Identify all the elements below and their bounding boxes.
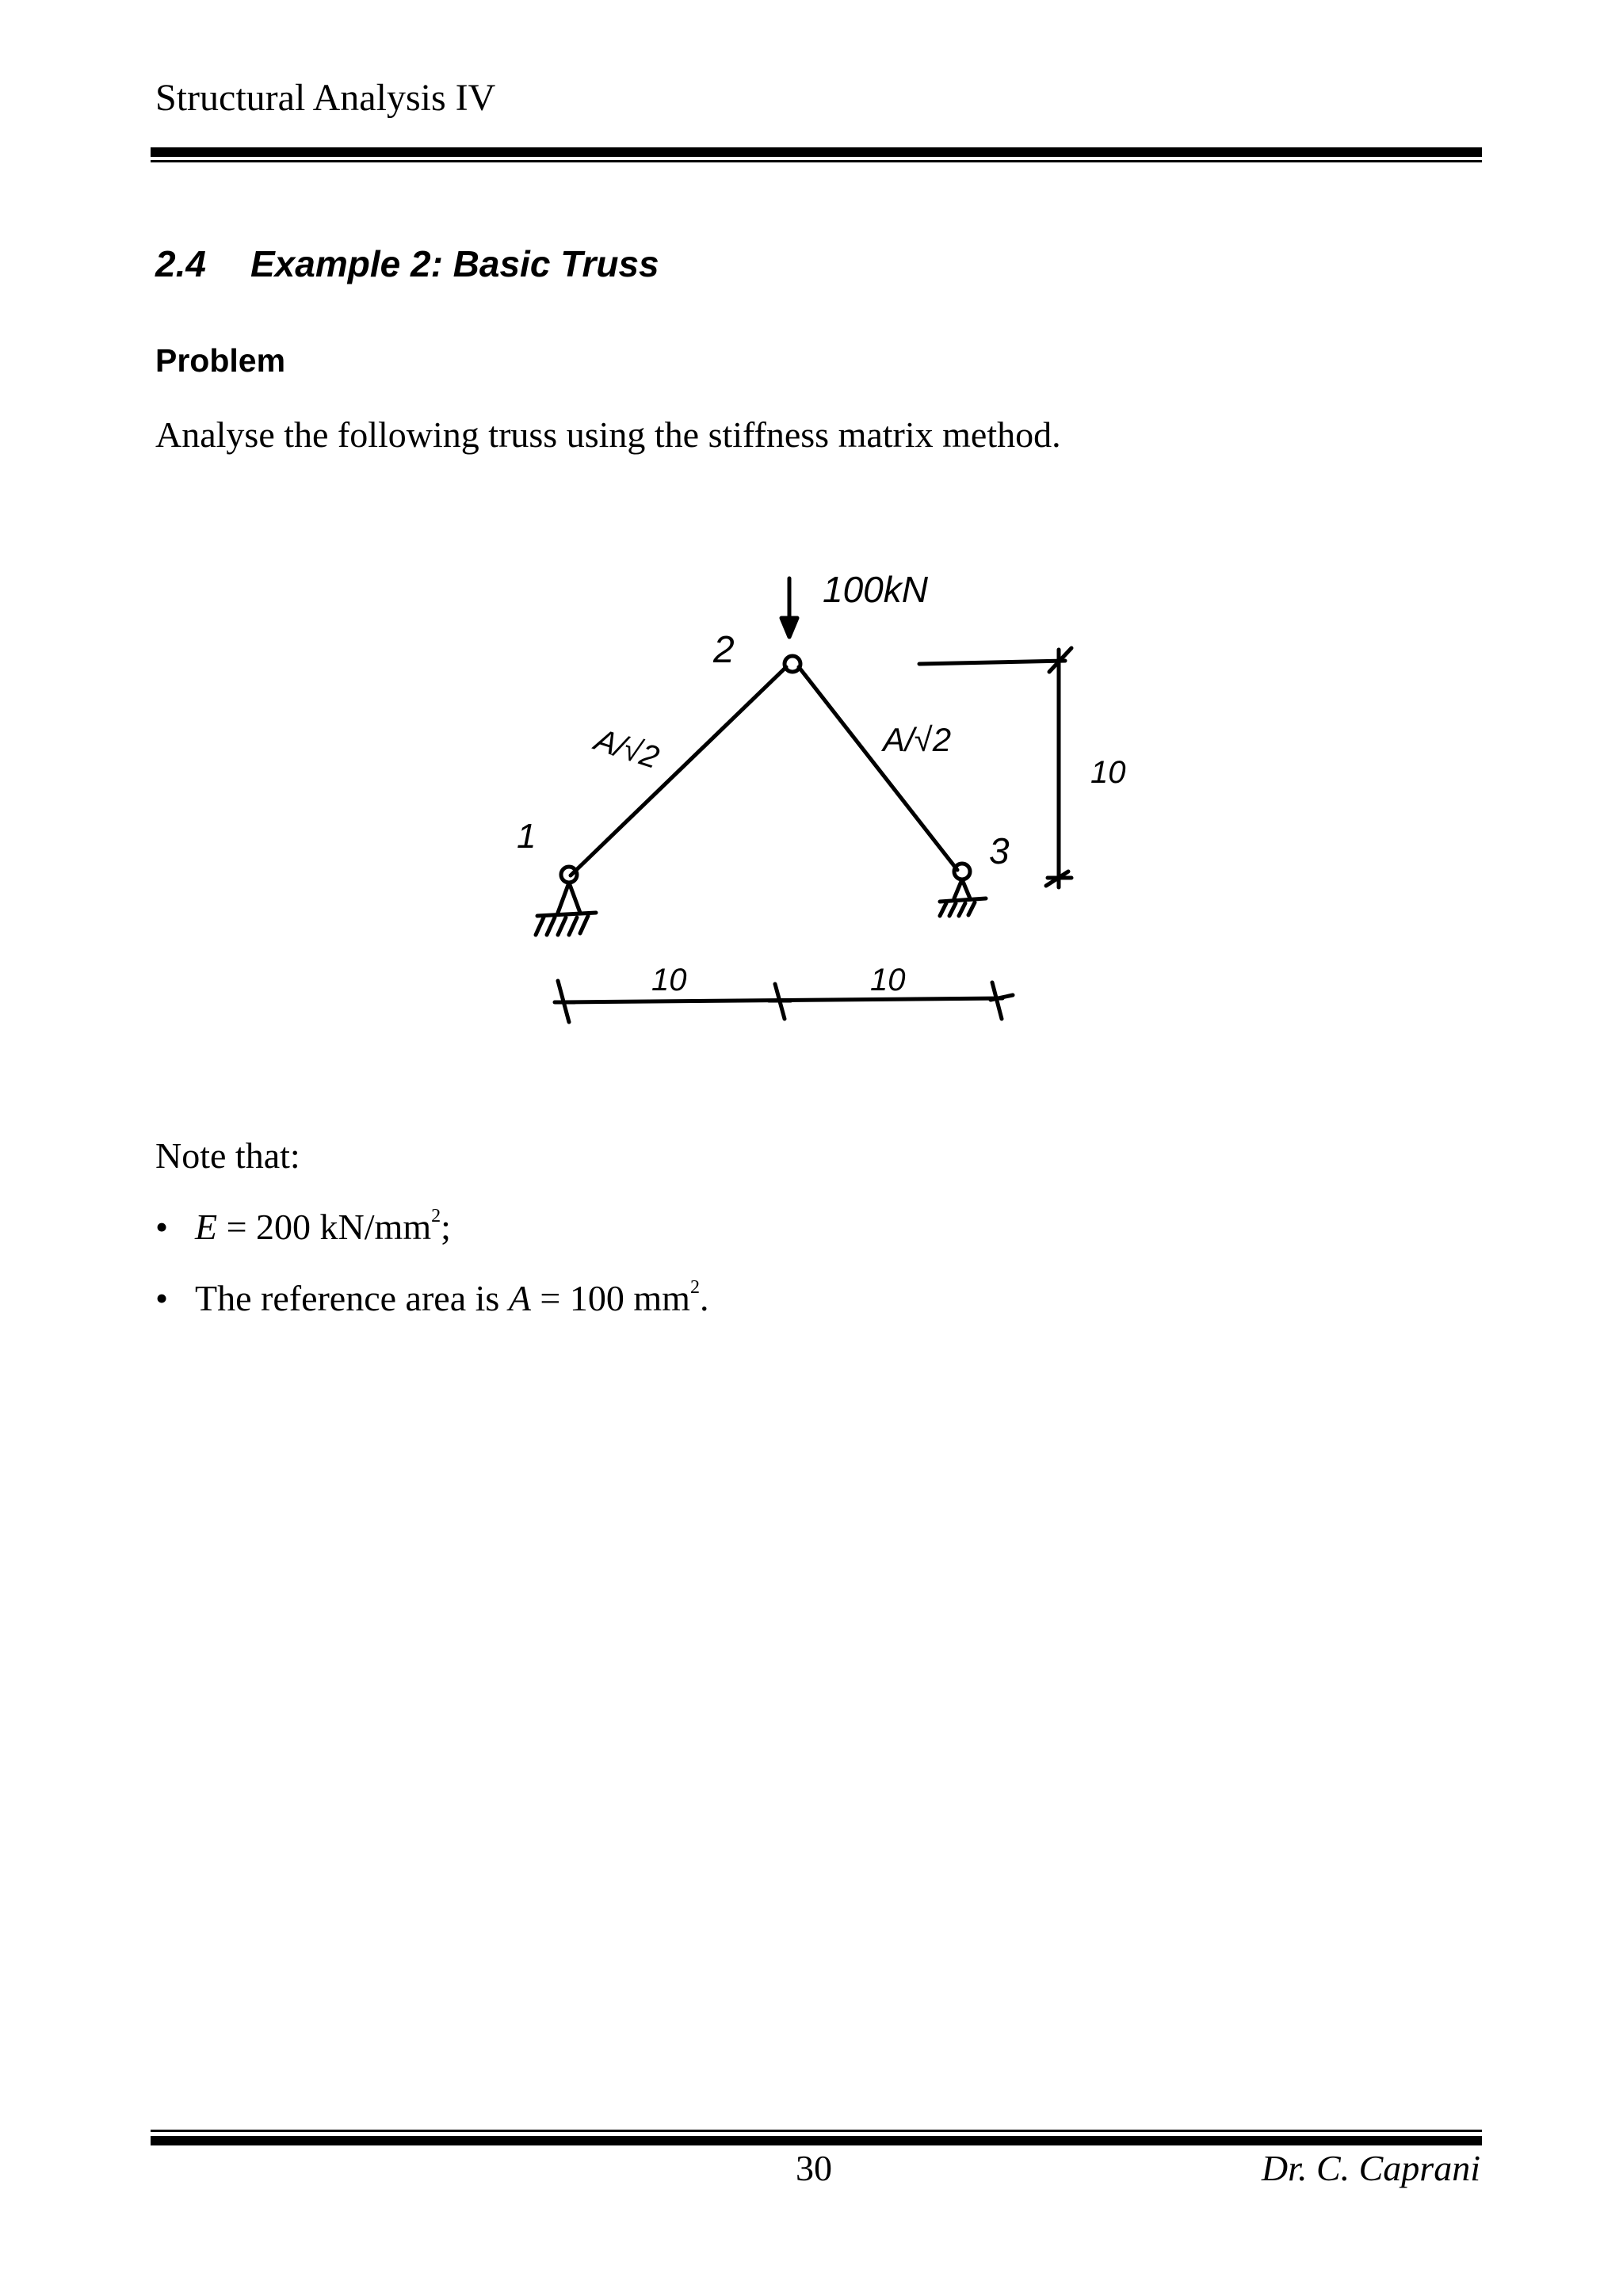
note-item-text: = 200 kN/mm — [217, 1207, 432, 1247]
note-item-suffix: ; — [441, 1207, 451, 1247]
load-arrow — [781, 578, 797, 637]
problem-label: Problem — [155, 342, 286, 379]
span-label-right: 10 — [870, 963, 906, 997]
note-intro: Note that: — [155, 1135, 300, 1176]
header-rule-thin — [151, 160, 1482, 162]
member-area-label-left: A/√2 — [590, 722, 663, 776]
support-node-3 — [940, 879, 986, 916]
member-1-2 — [571, 667, 786, 875]
running-header: Structural Analysis IV — [155, 77, 496, 119]
node-label-2: 2 — [713, 629, 735, 671]
footer-rule-thin — [151, 2130, 1482, 2132]
member-area-label-right: A/√2 — [883, 721, 952, 758]
problem-statement: Analyse the following truss using the stiffness matrix method. — [155, 414, 1061, 455]
note-item-var: E — [195, 1207, 218, 1247]
note-item-suffix: . — [699, 1278, 709, 1318]
node-label-1: 1 — [517, 817, 537, 856]
node-2-pin — [785, 656, 800, 672]
support-node-1 — [536, 883, 596, 935]
note-item-sup: 2 — [431, 1206, 441, 1226]
note-item-sup: 2 — [689, 1277, 700, 1298]
note-item-modulus — [155, 1206, 451, 1248]
note-item-prefix: The reference area is — [195, 1278, 509, 1318]
span-label-left: 10 — [651, 963, 687, 997]
section-number: 2.4 — [155, 243, 206, 284]
author-name: Dr. C. Caprani — [1261, 2148, 1480, 2188]
footer-rule-thick — [151, 2136, 1482, 2145]
note-item-text: = 100 mm — [530, 1278, 690, 1318]
span-dimension — [555, 981, 1013, 1022]
note-item-area — [155, 1277, 708, 1319]
member-2-3 — [799, 667, 957, 870]
section-title: Example 2: Basic Truss — [250, 243, 659, 284]
bullet-icon: • — [155, 1278, 169, 1318]
note-item-var: A — [508, 1278, 531, 1318]
height-label: 10 — [1090, 755, 1126, 790]
truss-diagram — [475, 547, 1189, 1054]
header-rule-thick — [151, 147, 1482, 157]
node-label-3: 3 — [989, 830, 1010, 871]
section-heading — [155, 242, 659, 285]
load-label: 100kN — [823, 569, 928, 610]
bullet-icon: • — [155, 1207, 169, 1247]
page-number: 30 — [796, 2148, 832, 2188]
